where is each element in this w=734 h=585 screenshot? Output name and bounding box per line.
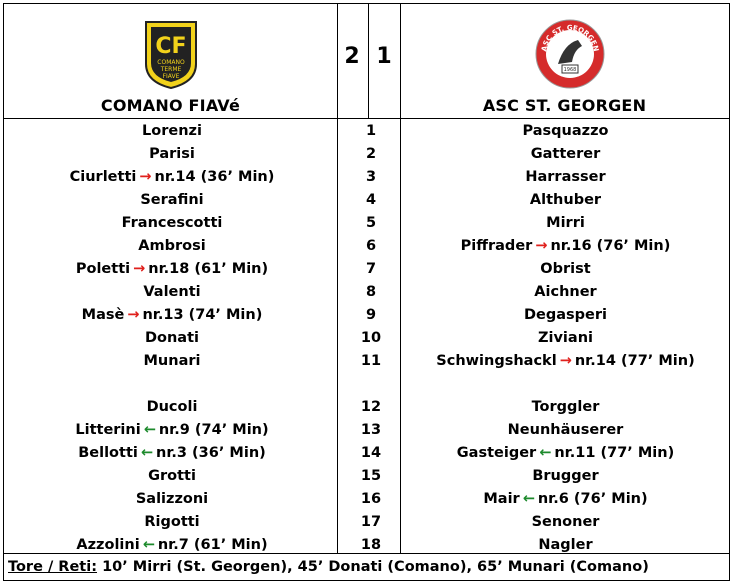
svg-text:FIAVE: FIAVE (162, 73, 180, 80)
home-player (4, 304, 340, 327)
home-player (4, 327, 340, 350)
arrow-left-icon: ← (539, 445, 552, 461)
lineup-row (4, 258, 729, 281)
player-name: Munari (143, 353, 201, 369)
lineup-row (4, 442, 729, 465)
arrow-right-icon: → (127, 307, 140, 323)
player-name: Aichner (534, 284, 597, 300)
home-player (4, 258, 340, 281)
lineup-row (4, 350, 729, 373)
home-player (4, 396, 340, 419)
lineup-row (4, 534, 729, 557)
lineup-row (4, 465, 729, 488)
substitution-info: nr.14 (77’ Min) (574, 353, 695, 369)
shirt-number: 2 (365, 146, 377, 162)
player-name: Mirri (546, 215, 585, 231)
arrow-right-icon: → (139, 169, 152, 185)
substitution-info: nr.7 (61’ Min) (157, 537, 268, 553)
player-name: Grotti (148, 468, 196, 484)
away-player (402, 212, 729, 235)
player-name: Torggler (531, 399, 600, 415)
home-team-name: COMANO FIAVé (100, 96, 241, 115)
home-player (4, 534, 340, 557)
shirt-number: 12 (360, 399, 382, 415)
home-player (4, 212, 340, 235)
goals-text: 10’ Mirri (St. Georgen), 45’ Donati (Comano), 65’ Munari (Comano) (97, 559, 649, 575)
away-player (402, 511, 729, 534)
player-name: Schwingshackl (436, 353, 557, 369)
lineup-row (4, 166, 729, 189)
home-team-logo (144, 20, 198, 90)
lineup-row (4, 281, 729, 304)
player-name: Ducoli (146, 399, 198, 415)
shirt-number: 10 (360, 330, 382, 346)
home-player (4, 488, 340, 511)
player-name: Piffrader (460, 238, 533, 254)
lineup-row (4, 212, 729, 235)
substitution-info: nr.13 (74’ Min) (142, 307, 263, 323)
player-name: Ziviani (538, 330, 593, 346)
player-name: Neunhäuserer (507, 422, 624, 438)
away-player (402, 120, 729, 143)
away-player (402, 166, 729, 189)
arrow-left-icon: ← (142, 537, 155, 553)
away-team-logo (534, 16, 606, 92)
lineup-row (4, 235, 729, 258)
lineup-row (4, 143, 729, 166)
shirt-number: 7 (365, 261, 377, 277)
shirt-number: 4 (365, 192, 377, 208)
player-name: Gasteiger (456, 445, 537, 461)
away-player (402, 235, 729, 258)
away-player (402, 304, 729, 327)
home-logo-initials: CF (155, 34, 187, 59)
shirt-number: 5 (365, 215, 377, 231)
player-name: Brugger (532, 468, 599, 484)
svg-text:COMANO: COMANO (157, 59, 185, 66)
arrow-left-icon: ← (140, 445, 153, 461)
player-name: Ambrosi (138, 238, 206, 254)
home-player (4, 281, 340, 304)
away-team-name: ASC ST. GEORGEN (482, 96, 647, 115)
substitution-info: nr.11 (77’ Min) (554, 445, 675, 461)
shirt-number: 18 (360, 537, 382, 553)
player-name: Masè (81, 307, 125, 323)
player-name: Althuber (529, 192, 602, 208)
shirt-number: 9 (365, 307, 377, 323)
substitution-info: nr.14 (36’ Min) (154, 169, 275, 185)
player-name: Senoner (531, 514, 600, 530)
substitution-info: nr.16 (76’ Min) (550, 238, 671, 254)
arrow-right-icon: → (133, 261, 146, 277)
player-name: Rigotti (144, 514, 200, 530)
lineup-row (4, 327, 729, 350)
away-player (402, 281, 729, 304)
player-name: Azzolini (76, 537, 140, 553)
lineup-row (4, 304, 729, 327)
substitution-info: nr.6 (76’ Min) (537, 491, 648, 507)
player-name: Ciurletti (69, 169, 137, 185)
lineup-row (4, 488, 729, 511)
goals-label: Tore / Reti: (8, 559, 98, 575)
player-name: Donati (144, 330, 199, 346)
player-name: Bellotti (78, 445, 138, 461)
shirt-number: 6 (365, 238, 377, 254)
shirt-number: 16 (360, 491, 382, 507)
lineup-sheet (3, 3, 730, 581)
shirt-number: 17 (360, 514, 382, 530)
player-name: Parisi (149, 146, 195, 162)
home-player (4, 350, 340, 373)
home-player (4, 120, 340, 143)
home-player (4, 166, 340, 189)
substitution-info: nr.18 (61’ Min) (148, 261, 269, 277)
lineup-row (4, 189, 729, 212)
player-name: Salizzoni (135, 491, 209, 507)
player-name: Francescotti (121, 215, 223, 231)
lineup-row (4, 419, 729, 442)
away-player (402, 350, 729, 373)
shirt-number: 13 (360, 422, 382, 438)
away-player (402, 534, 729, 557)
home-score: 2 (344, 44, 360, 69)
player-name: Obrist (540, 261, 591, 277)
svg-text:ASC ST. GEORGEN: ASC ST. GEORGEN (540, 23, 600, 53)
home-player (4, 235, 340, 258)
player-name: Nagler (538, 537, 593, 553)
player-name: Mair (483, 491, 520, 507)
shirt-number: 8 (365, 284, 377, 300)
shirt-number: 14 (360, 445, 382, 461)
player-name: Serafini (140, 192, 204, 208)
home-player (4, 143, 340, 166)
player-name: Degasperi (524, 307, 607, 323)
arrow-right-icon: → (535, 238, 548, 254)
player-name: Lorenzi (142, 123, 202, 139)
home-player (4, 419, 340, 442)
substitution-info: nr.9 (74’ Min) (158, 422, 269, 438)
away-player (402, 419, 729, 442)
away-player (402, 143, 729, 166)
arrow-right-icon: → (559, 353, 572, 369)
home-player (4, 189, 340, 212)
lineup-row (4, 511, 729, 534)
home-player (4, 442, 340, 465)
substitution-info: nr.3 (36’ Min) (156, 445, 266, 461)
player-name: Gatterer (530, 146, 601, 162)
home-player (4, 511, 340, 534)
arrow-left-icon: ← (143, 422, 156, 438)
shirt-number: 15 (360, 468, 382, 484)
lineup-row (4, 396, 729, 419)
away-player (402, 465, 729, 488)
shirt-number: 1 (365, 123, 377, 139)
away-player (402, 327, 729, 350)
shirt-number: 3 (365, 169, 377, 185)
arrow-left-icon: ← (522, 491, 535, 507)
home-player (4, 465, 340, 488)
away-player (402, 442, 729, 465)
away-score: 1 (376, 44, 392, 69)
shirt-number: 11 (360, 353, 382, 369)
lineup-row (4, 120, 729, 143)
away-player (402, 189, 729, 212)
player-name: Valenti (143, 284, 201, 300)
away-player (402, 396, 729, 419)
svg-text:1968: 1968 (563, 67, 577, 73)
player-name: Litterini (75, 422, 141, 438)
player-name: Harrasser (525, 169, 606, 185)
goals-footer (4, 555, 733, 579)
player-name: Poletti (75, 261, 131, 277)
away-player (402, 488, 729, 511)
divider (4, 118, 729, 119)
away-player (402, 258, 729, 281)
svg-text:TERME: TERME (160, 66, 182, 73)
player-name: Pasquazzo (522, 123, 609, 139)
